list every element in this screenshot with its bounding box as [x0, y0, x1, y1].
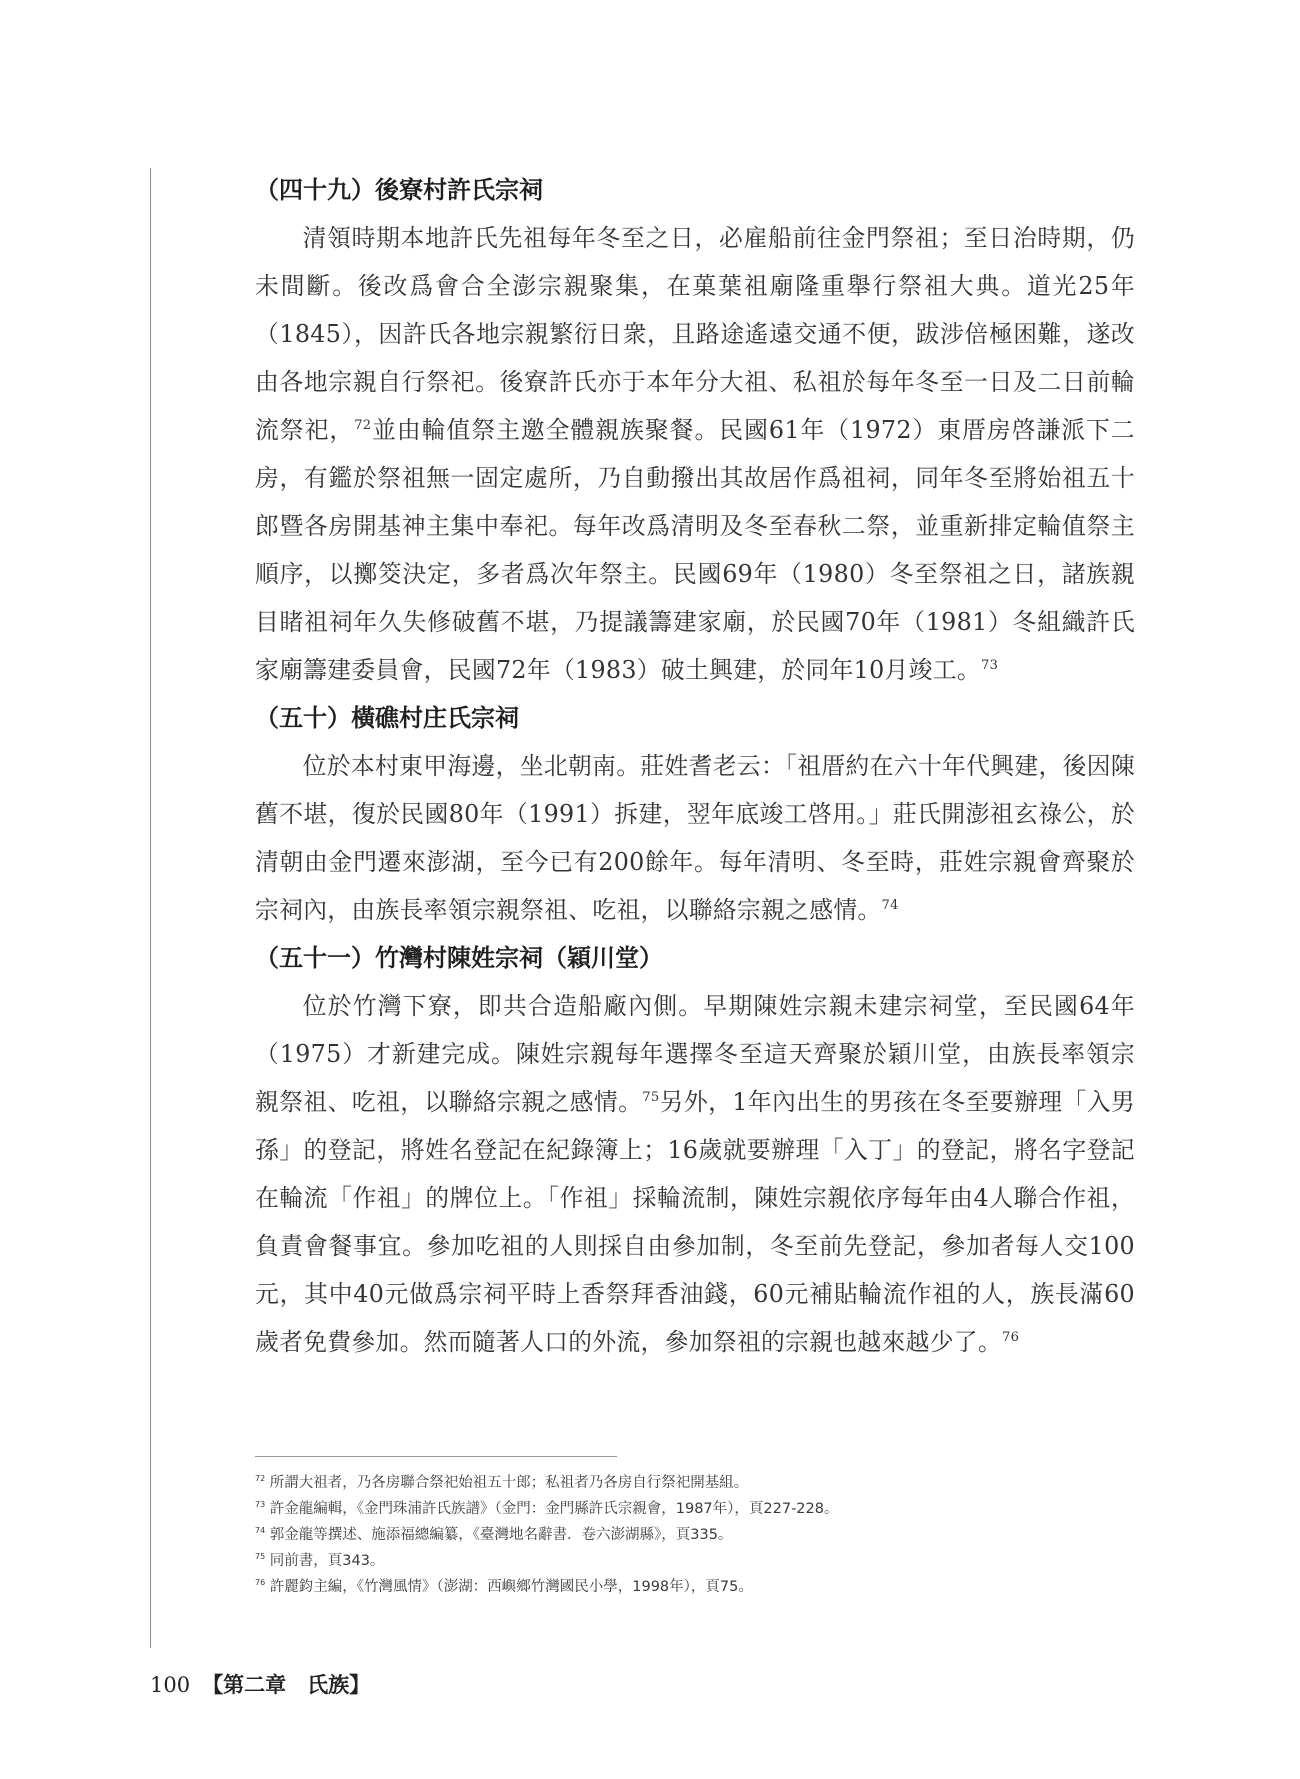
footnote-number: 73 — [255, 1500, 266, 1510]
section-paragraph-50 — [255, 742, 1135, 934]
section-paragraph-49 — [255, 214, 1135, 694]
text-run: 清領時期本地許氏先祖每年冬至之日，必雇船前往金門祭祖；至日治時期，仍未間斷。後改爲會合全澎宗親聚集，在菓葉祖廟隆重舉行祭祖大典。道光25年（1845），因許氏各地宗親繁衍日衆，且路途遙遠交通不便，跋涉倍極困難，遂改由各地宗親自行祭祀。後寮許氏亦于本年分大祖、私祖於每年冬至一日及二日前輪流祭祀， — [255, 224, 1135, 444]
footnotes — [255, 1470, 1155, 1600]
footnote-75 — [255, 1548, 1155, 1574]
text-run: 另外，1年內出生的男孩在冬至要辦理「入男孫」的登記，將姓名登記在紀錄簿上；16歲就要辦理「入丁」的登記，將名字登記在輪流「作祖」的牌位上。「作祖」採輪流制，陳姓宗親依序每年由4人聯合作祖，負責會餐事宜。參加吃祖的人則採自由參加制，冬至前先登記，參加者每人交100元，其中40元做爲宗祠平時上香祭拜香油錢，60元補貼輪流作祖的人，族長滿60歲者免費參加。然而隨著人口的外流，參加祭祖的宗親也越來越少了。 — [255, 1088, 1135, 1356]
footnote-text: 同前書，頁343。 — [269, 1553, 385, 1569]
footnote-separator — [255, 1456, 617, 1457]
text-run: 位於竹灣下寮，即共合造船廠內側。早期陳姓宗親未建宗祠堂，至民國64年（1975）才新建完成。陳姓宗親每年選擇冬至這天齊聚於穎川堂，由族長率領宗親祭祖、吃祖，以聯絡宗親之感情。 — [255, 992, 1135, 1116]
section-paragraph-51 — [255, 982, 1135, 1366]
footnote-number: 76 — [255, 1578, 266, 1588]
footnote-ref-73[interactable]: 73 — [980, 658, 999, 674]
footnote-ref-74[interactable]: 74 — [881, 898, 899, 914]
footnote-72 — [255, 1470, 1155, 1496]
running-chapter-title: 【第二章 氏族】 — [202, 1672, 371, 1697]
footnote-ref-76[interactable]: 76 — [1002, 1330, 1020, 1346]
page-number: 100 — [150, 1673, 191, 1697]
footnote-text: 郭金龍等撰述、施添福總編纂，《臺灣地名辭書．卷六澎湖縣》，頁335。 — [269, 1527, 733, 1543]
footnote-73 — [255, 1496, 1155, 1522]
footnote-number: 72 — [255, 1474, 266, 1484]
footnote-text: 許金龍編輯，《金門珠浦許氏族譜》（金門：金門縣許氏宗親會，1987年），頁227-228。 — [269, 1501, 839, 1517]
section-heading-50: （五十）橫礁村庄氏宗祠 — [255, 703, 519, 732]
footnote-ref-75[interactable]: 75 — [642, 1090, 660, 1106]
footnote-number: 74 — [255, 1526, 266, 1536]
body-text — [255, 166, 1135, 1366]
footnote-number: 75 — [255, 1552, 266, 1562]
margin-rule — [150, 168, 151, 1648]
footnote-76 — [255, 1574, 1155, 1600]
section-heading-51: （五十一）竹灣村陳姓宗祠（穎川堂） — [255, 943, 663, 972]
footnote-text: 所謂大祖者，乃各房聯合祭祀始祖五十郎；私祖者乃各房自行祭祀開基組。 — [269, 1475, 749, 1491]
footnote-74 — [255, 1522, 1155, 1548]
page-footer — [150, 1670, 370, 1700]
section-heading-49: （四十九）後寮村許氏宗祠 — [255, 175, 543, 204]
text-run: 位於本村東甲海邊，坐北朝南。莊姓耆老云：「祖厝約在六十年代興建，後因陳舊不堪，復於民國80年（1991）拆建，翌年底竣工啓用。」莊氏開澎祖玄祿公，於清朝由金門遷來澎湖，至今已有200餘年。每年清明、冬至時，莊姓宗親會齊聚於宗祠內，由族長率領宗親祭祖、吃祖，以聯絡宗親之感情。 — [255, 752, 1135, 924]
footnote-ref-72[interactable]: 72 — [354, 418, 372, 434]
footnote-text: 許麗鈞主編，《竹灣風情》（澎湖：西嶼鄉竹灣國民小學，1998年），頁75。 — [269, 1579, 753, 1595]
text-run: 並由輪值祭主邀全體親族聚餐。民國61年（1972）東厝房啓謙派下二房，有鑑於祭祖無一固定處所，乃自動撥出其故居作爲祖祠，同年冬至將始祖五十郎暨各房開基神主集中奉祀。每年改爲清明及冬至春秋二祭，並重新排定輪值祭主順序，以擲筊決定，多者爲次年祭主。民國69年（1980）冬至祭祖之日，諸族親目睹祖祠年久失修破舊不堪，乃提議籌建家廟，於民國70年（1981）冬組織許氏家廟籌建委員會，民國72年（1983）破土興建，於同年10月竣工。 — [255, 416, 1135, 684]
